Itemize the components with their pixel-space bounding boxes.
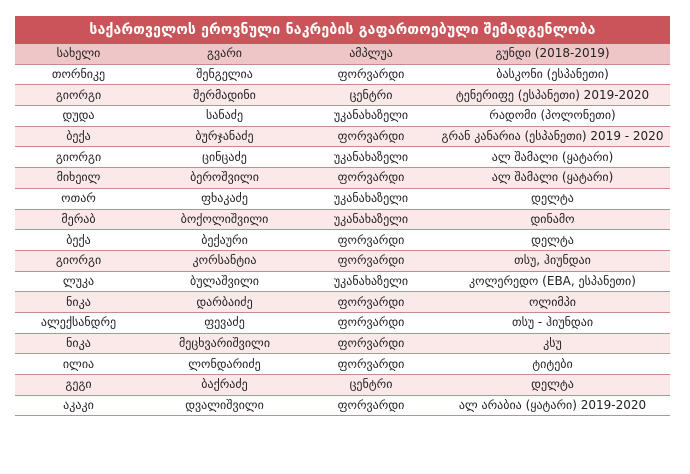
cell-first-name: ოთარ — [15, 188, 142, 209]
cell-position: ფორვარდი — [307, 250, 435, 271]
roster-table-container — [15, 16, 670, 416]
cell-position: უკანახაზელი — [307, 188, 435, 209]
cell-last-name: ბულაშვილი — [142, 271, 307, 292]
cell-last-name: ბოქოლიშვილი — [142, 209, 307, 230]
cell-last-name: ფხაკაძე — [142, 188, 307, 209]
table-row — [15, 292, 670, 313]
table-row — [15, 126, 670, 147]
cell-first-name: ბექა — [15, 126, 142, 147]
cell-position: ფორვარდი — [307, 168, 435, 189]
cell-last-name: ლონდარიძე — [142, 354, 307, 375]
table-row — [15, 168, 670, 189]
roster-table — [15, 44, 670, 416]
cell-last-name: ბეროშვილი — [142, 168, 307, 189]
table-row — [15, 64, 670, 85]
cell-position: უკანახაზელი — [307, 147, 435, 168]
cell-position: ფორვარდი — [307, 312, 435, 333]
cell-last-name: შენგელია — [142, 64, 307, 85]
cell-team: ალ არაბია (ყატარი) 2019-2020 — [435, 395, 670, 416]
header-last-name: გვარი — [142, 44, 307, 64]
table-row — [15, 395, 670, 416]
cell-position: ცენტრი — [307, 375, 435, 396]
table-row — [15, 250, 670, 271]
cell-last-name: მეცხვარიშვილი — [142, 333, 307, 354]
cell-position: უკანახაზელი — [307, 271, 435, 292]
cell-first-name: გიორგი — [15, 85, 142, 106]
cell-first-name: ლუკა — [15, 271, 142, 292]
cell-first-name: ილია — [15, 354, 142, 375]
cell-team: დელტა — [435, 230, 670, 251]
cell-first-name: მიხეილ — [15, 168, 142, 189]
table-row — [15, 106, 670, 127]
cell-first-name: თორნიკე — [15, 64, 142, 85]
table-row — [15, 209, 670, 230]
table-row — [15, 375, 670, 396]
table-row — [15, 333, 670, 354]
cell-first-name: ნიკა — [15, 292, 142, 313]
cell-last-name: ბაქრაძე — [142, 375, 307, 396]
table-row — [15, 85, 670, 106]
cell-position: ცენტრი — [307, 85, 435, 106]
cell-team: დინამო — [435, 209, 670, 230]
header-first-name: სახელი — [15, 44, 142, 64]
cell-team: თსუ, ჰიუნდაი — [435, 250, 670, 271]
cell-first-name: ბექა — [15, 230, 142, 251]
cell-position: ფორვარდი — [307, 395, 435, 416]
cell-team: ბასკონი (ესპანეთი) — [435, 64, 670, 85]
table-row — [15, 271, 670, 292]
table-row — [15, 312, 670, 333]
cell-last-name: ფევაძე — [142, 312, 307, 333]
cell-team: გრან კანარია (ესპანეთი) 2019 - 2020 — [435, 126, 670, 147]
cell-team: ალ შამალი (ყატარი) — [435, 147, 670, 168]
cell-position: ფორვარდი — [307, 126, 435, 147]
cell-first-name: გიორგი — [15, 147, 142, 168]
table-row — [15, 188, 670, 209]
cell-team: დელტა — [435, 188, 670, 209]
cell-position: ფორვარდი — [307, 230, 435, 251]
cell-team: კოლერედო (EBA, ესპანეთი) — [435, 271, 670, 292]
cell-team: კსუ — [435, 333, 670, 354]
header-team: გუნდი (2018-2019) — [435, 44, 670, 64]
cell-position: ფორვარდი — [307, 354, 435, 375]
cell-first-name: მერაბ — [15, 209, 142, 230]
cell-team: ალ შამალი (ყატარი) — [435, 168, 670, 189]
cell-first-name: დუდა — [15, 106, 142, 127]
cell-team: ოლიმპი — [435, 292, 670, 313]
cell-last-name: ცინცაძე — [142, 147, 307, 168]
cell-team: რადომი (პოლონეთი) — [435, 106, 670, 127]
table-row — [15, 147, 670, 168]
header-row — [15, 44, 670, 64]
cell-last-name: სანაძე — [142, 106, 307, 127]
table-row — [15, 354, 670, 375]
cell-team: თსუ - ჰიუნდაი — [435, 312, 670, 333]
cell-team: დელტა — [435, 375, 670, 396]
table-title: საქართველოს ეროვნული ნაკრების გაფართოებული შემადგენლობა — [15, 16, 670, 44]
cell-team: ტენერიფე (ესპანეთი) 2019-2020 — [435, 85, 670, 106]
cell-first-name: გეგი — [15, 375, 142, 396]
cell-position: უკანახაზელი — [307, 209, 435, 230]
table-row — [15, 230, 670, 251]
cell-last-name: დვალიშვილი — [142, 395, 307, 416]
cell-team: ტიტები — [435, 354, 670, 375]
cell-last-name: ბექაური — [142, 230, 307, 251]
cell-position: ფორვარდი — [307, 333, 435, 354]
cell-last-name: დარბაიძე — [142, 292, 307, 313]
cell-last-name: კორსანტია — [142, 250, 307, 271]
cell-last-name: ბურჯანაძე — [142, 126, 307, 147]
cell-position: ფორვარდი — [307, 292, 435, 313]
cell-position: ფორვარდი — [307, 64, 435, 85]
cell-first-name: გიორგი — [15, 250, 142, 271]
cell-first-name: ალექსანდრე — [15, 312, 142, 333]
header-position: ამპლუა — [307, 44, 435, 64]
cell-position: უკანახაზელი — [307, 106, 435, 127]
cell-first-name: ნიკა — [15, 333, 142, 354]
cell-first-name: აკაკი — [15, 395, 142, 416]
cell-last-name: შერმადინი — [142, 85, 307, 106]
